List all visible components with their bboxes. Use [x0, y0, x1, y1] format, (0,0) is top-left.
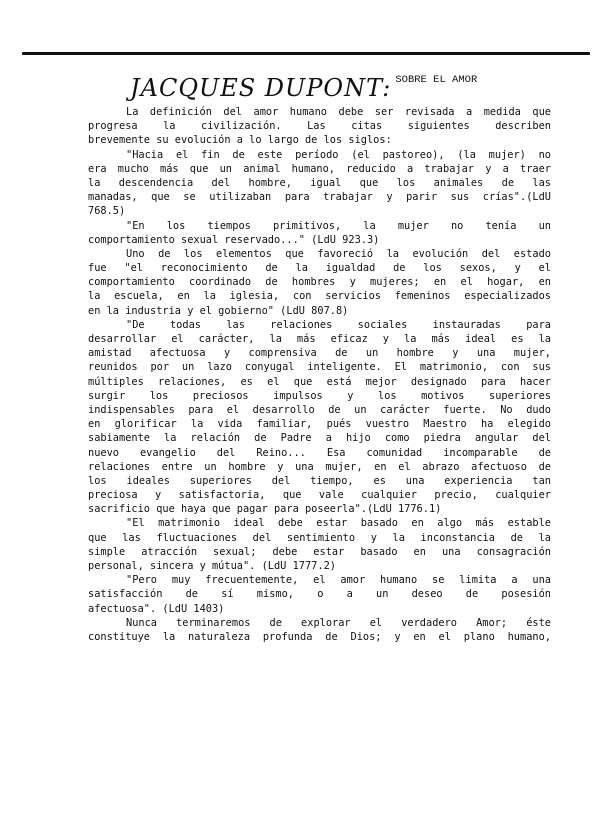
text-line: era mucho más que un animal humano, reducido a trabajar y a traer: [88, 162, 551, 175]
text-line: "De todas las relaciones sociales instauradas para: [126, 318, 551, 331]
text-line: relaciones entre un hombre y una mujer, en el abrazo afectuoso de: [88, 460, 551, 473]
text-line: múltiples relaciones, es el que está mejor designado para hacer: [88, 375, 551, 388]
text-segment: Nunca terminaremos de explorar el verdadero: [126, 616, 477, 629]
body-text: [88, 105, 551, 644]
document-subject: SOBRE EL AMOR: [395, 74, 478, 86]
underlined-phrase: la naturaleza profunda de Dios: [162, 630, 376, 643]
text-line: los ideales superiores del tiempo, es una experiencia tan: [88, 474, 551, 487]
text-line: "En los tiempos primitivos, la mujer no tenía un: [126, 219, 551, 232]
text-line: simple atracción sexual; debe estar basado en una consagración: [88, 545, 551, 558]
text-line: en la industria y el gobierno" (LdU 807.8): [88, 304, 349, 317]
text-line: desarrollar el carácter, la más eficaz y la más ideal es la: [88, 333, 551, 345]
text-line: nuevo evangelio del Reino... Esa comunidad incomparable de: [88, 446, 551, 459]
text-line: [88, 630, 551, 644]
author-name: JACQUES DUPONT:: [130, 74, 392, 102]
text-line: surgir los preciosos impulsos y los motivos superiores: [88, 389, 551, 402]
text-line: manadas, que se utilizaban para trabajar y parir sus crías".(LdU: [88, 191, 551, 204]
text-segment: ; y en el plano humano,: [375, 630, 551, 643]
text-segment: constituye: [88, 630, 163, 643]
text-line: personal, sincera y mútua". (LdU 1777.2): [88, 560, 336, 572]
text-line: la escuela, en la iglesia, con servicios femeninos especializados: [88, 290, 551, 303]
text-segment: ; éste: [500, 616, 551, 629]
text-line: fue "el reconocimiento de la igualdad de los sexos, y el: [88, 262, 551, 275]
text-line: "Hacia el fin de este período (el pastoreo), (la mujer) no: [126, 148, 551, 161]
text-line: progresa la civilización. Las citas siguientes describen: [88, 120, 551, 133]
text-line: La definición del amor humano debe ser revisada a medida que: [126, 106, 551, 118]
text-line: [88, 616, 551, 630]
text-line: "El matrimonio ideal debe estar basado en algo más estable: [126, 517, 551, 530]
text-line: satisfacción de sí mismo, o a un deseo de posesión: [88, 588, 551, 601]
text-line: sacrificio que haya que pagar para poseerla".(LdU 1776.1): [88, 503, 442, 516]
underlined-phrase: Amor: [476, 616, 501, 629]
text-line: Uno de los elementos que favoreció la evolución del estado: [126, 247, 551, 260]
text-line: reunidos por un lazo conyugal inteligente. El matrimonio, con sus: [88, 361, 551, 374]
text-line: afectuosa". (LdU 1403): [88, 602, 225, 615]
top-divider: [22, 52, 590, 55]
text-line: sabiamente la relación de Padre a hijo como piedra angular del: [88, 432, 551, 445]
text-line: brevemente su evolución a lo largo de los siglos:: [88, 134, 392, 147]
text-line: amistad afectuosa y comprensiva de un hombre y una mujer,: [88, 347, 551, 360]
text-line: en glorificar la vida familiar, pués vuestro Maestro ha elegido: [88, 418, 551, 431]
text-line: preciosa y satisfactoria, que vale cualquier precio, cualquier: [88, 489, 551, 502]
text-line: que las fluctuaciones del sentimiento y la inconstancia de la: [88, 531, 551, 544]
text-line: la descendencia del hombre, igual que los animales de las: [88, 176, 551, 189]
text-line: comportamiento sexual reservado..." (LdU 923.3): [88, 233, 380, 246]
text-line: comportamiento coordinado de hombres y mujeres; en el hogar, en: [88, 276, 551, 289]
text-line: "Pero muy frecuentemente, el amor humano se limita a una: [126, 574, 551, 587]
text-line: indispensables para el desarrollo de un carácter fuerte. No dudo: [88, 403, 551, 416]
text-line: 768.5): [88, 205, 126, 218]
document-heading: [130, 70, 477, 102]
